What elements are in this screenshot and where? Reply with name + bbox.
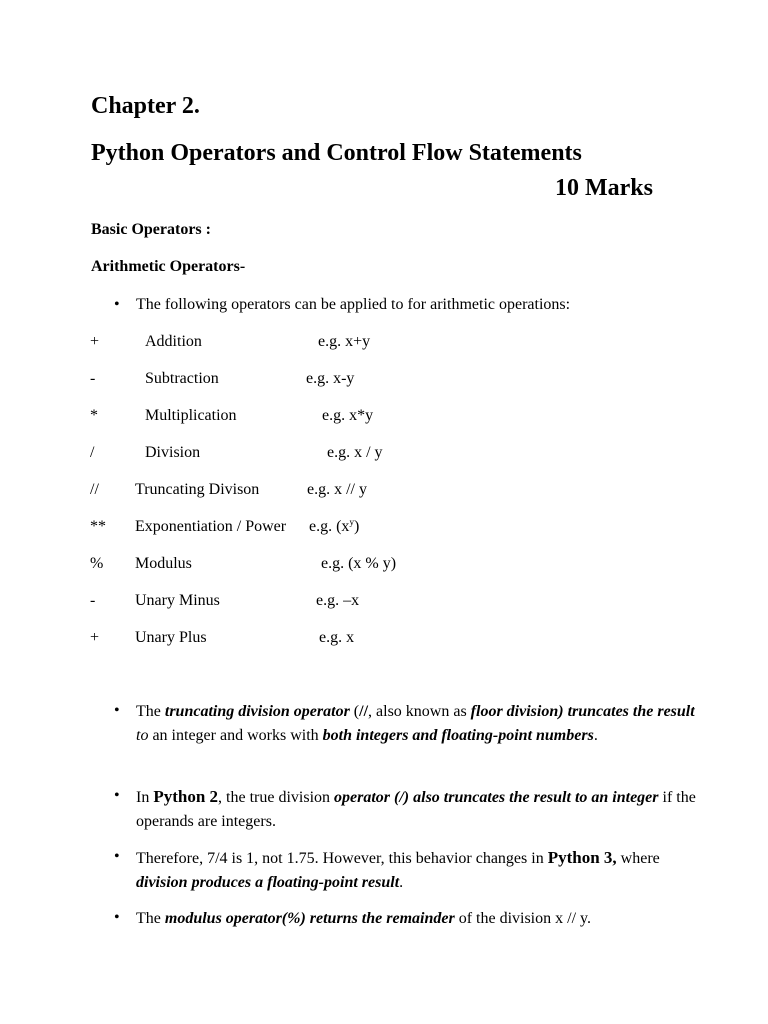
operator-symbol: * xyxy=(90,407,98,424)
operator-name: Unary Minus xyxy=(135,592,220,609)
note-emphasis: floor division) truncates the result xyxy=(470,703,695,720)
note-text: of the division x // y. xyxy=(454,910,591,927)
document-title: Python Operators and Control Flow Statements xyxy=(91,140,582,166)
operator-row xyxy=(0,333,768,355)
operator-symbol: + xyxy=(90,629,100,646)
note-italic: to xyxy=(136,727,149,744)
operator-row xyxy=(0,370,768,392)
operator-row xyxy=(0,444,768,466)
note-text: ( xyxy=(349,703,360,720)
note-emphasis: division produces a floating-point result xyxy=(136,874,400,891)
chapter-heading: Chapter 2. xyxy=(91,93,200,119)
note-emphasis: operator (/) also truncates the result to an integer xyxy=(334,789,659,806)
operator-example: e.g. x-y xyxy=(306,370,355,387)
intro-bullet-text: The following operators can be applied to for arithmetic operations: xyxy=(136,296,571,313)
operator-row xyxy=(0,629,768,651)
bullet-point: • xyxy=(114,787,120,804)
note-text: The xyxy=(136,703,165,720)
marks-label: 10 Marks xyxy=(555,175,653,201)
note-text: . xyxy=(593,727,598,744)
operator-example: e.g. x*y xyxy=(322,407,374,424)
bullet-point: • xyxy=(114,296,120,313)
note-modulus xyxy=(136,907,696,931)
subsection-heading-arithmetic-operators: Arithmetic Operators- xyxy=(91,258,246,275)
bullet-point: • xyxy=(114,702,120,719)
note-text: where xyxy=(616,850,660,867)
operator-name: Subtraction xyxy=(145,370,219,387)
example-suffix: ) xyxy=(353,518,360,535)
note-text: The xyxy=(136,910,165,927)
operator-name: Truncating Divison xyxy=(135,481,260,498)
operator-name: Addition xyxy=(145,333,202,350)
operator-example: e.g. x+y xyxy=(318,333,371,350)
operator-symbol: ** xyxy=(90,518,106,535)
note-text: . xyxy=(399,874,404,891)
note-text: if the operands are integers. xyxy=(136,789,696,830)
note-truncating-division xyxy=(136,700,696,748)
operator-name: Multiplication xyxy=(145,407,237,424)
note-emphasis: both integers and floating-point numbers xyxy=(322,727,594,744)
bullet-point: • xyxy=(114,848,120,865)
operator-symbol: % xyxy=(90,555,104,572)
operator-row xyxy=(0,407,768,429)
operator-name: Unary Plus xyxy=(135,629,207,646)
operator-symbol: - xyxy=(90,370,96,387)
bullet-point: • xyxy=(114,909,120,926)
example-prefix: e.g. (x xyxy=(309,518,350,535)
operator-example: e.g. x / y xyxy=(327,444,383,461)
operator-example: e.g. x xyxy=(319,629,355,646)
operator-symbol: // xyxy=(90,481,99,498)
operator-name: Modulus xyxy=(135,555,192,572)
operator-example: e.g. (x % y) xyxy=(321,555,397,572)
note-text: , the true division xyxy=(218,789,335,806)
note-bold: Python 2 xyxy=(153,787,219,806)
note-text: In xyxy=(136,789,154,806)
note-bold: Python 3, xyxy=(547,848,617,867)
note-emphasis: truncating division operator xyxy=(164,703,350,720)
operator-row xyxy=(0,592,768,614)
operator-row xyxy=(0,555,768,577)
operator-name: Exponentiation / Power xyxy=(135,518,287,535)
note-python2-division xyxy=(136,785,696,834)
note-text: Therefore, 7/4 is 1, not 1.75. However, this behavior changes in xyxy=(136,850,548,867)
operator-example: e.g. x // y xyxy=(307,481,367,498)
note-text: an integer and works with xyxy=(148,727,323,744)
operator-row xyxy=(0,518,768,540)
operator-symbol: - xyxy=(90,592,96,609)
operator-symbol: / xyxy=(90,444,95,461)
section-heading-basic-operators: Basic Operators : xyxy=(91,221,211,238)
operator-symbol: + xyxy=(90,333,100,350)
operator-example: e.g. –x xyxy=(316,592,360,609)
note-emphasis: modulus operator(%) returns the remainder xyxy=(164,910,455,927)
note-python3-division xyxy=(136,846,696,895)
operator-name: Division xyxy=(145,444,201,461)
operator-row xyxy=(0,481,768,503)
note-text: , also known as xyxy=(368,703,471,720)
example-superscript: y xyxy=(349,517,354,527)
note-bold: // xyxy=(359,703,369,720)
operator-example xyxy=(309,518,359,536)
